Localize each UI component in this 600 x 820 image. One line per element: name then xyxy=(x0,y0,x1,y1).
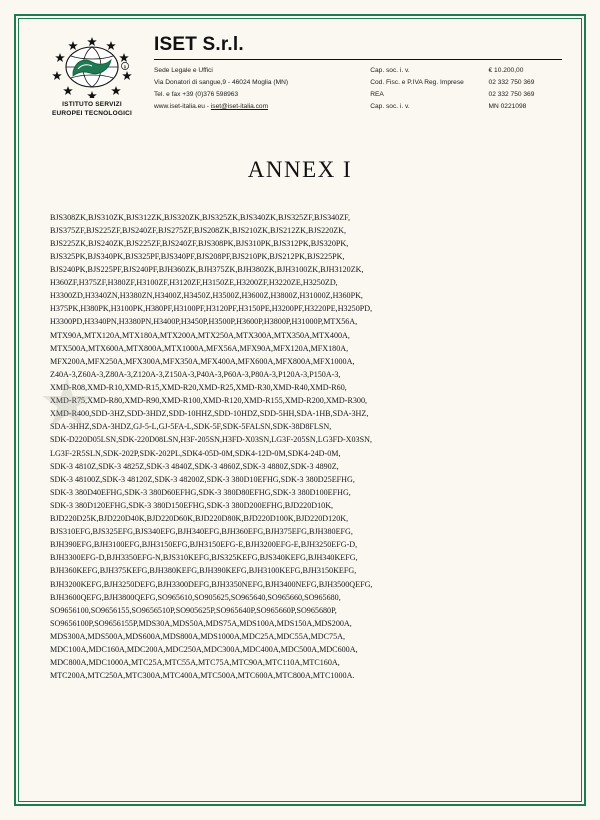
code-line: SO9656100,SO9656155,SO9656510P,SO905625P,SO965640P,SO965660P,SO965680P, xyxy=(50,605,337,615)
info-row xyxy=(154,101,562,113)
logo-block xyxy=(38,34,146,119)
info-row xyxy=(154,77,562,89)
info-right: 02 332 750 369 xyxy=(488,90,535,98)
code-line: SDK-3 4810Z,SDK-3 4825Z,SDK-3 4840Z,SDK-3 4860Z,SDK-3 4880Z,SDK-3 4890Z, xyxy=(50,461,339,471)
company-name: ISET S.r.l. xyxy=(154,34,244,55)
code-line: MTC200A,MTC250A,MTC300A,MTC400A,MTC500A,MTC600A,MTC800A,MTC1000A. xyxy=(50,671,355,681)
code-line: BJS310EFG,BJS325EFG,BJS340EFG,BJH340EFG,BJH360EFG,BJH375EFG,BJH380EFG, xyxy=(50,527,353,537)
letterhead xyxy=(26,26,574,119)
code-line: MTX90A,MTX120A,MTX180A,MTX200A,MTX250A,MTX300A,MTX350A,MTX400A, xyxy=(50,330,350,340)
code-line: H3300ZD,H3340ZN,H3380ZN,H3400Z,H3450Z,H3500Z,H3600Z,H3800Z,H31000Z,H360PK, xyxy=(50,291,363,301)
code-line: BJH360KEFG,BJH375KEFG,BJH380KEFG,BJH390KEFG,BJH3100KEFG,BJH3150KEFG, xyxy=(50,566,357,576)
iset-globe-logo xyxy=(49,36,135,98)
code-line: BJS240PK,BJS225PF,BJS240PF,BJH360ZK,BJH375ZK,BJH380ZK,BJH3100ZK,BJH3120ZK, xyxy=(50,264,364,274)
info-left: Tel. e fax +39 (0)376 598963 xyxy=(154,90,239,98)
logo-caption-line1: ISTITUTO SERVIZI xyxy=(62,101,122,108)
info-mid: REA xyxy=(370,90,384,98)
company-info-table xyxy=(154,65,562,113)
page-title: ANNEX I xyxy=(247,156,353,182)
code-line: H375PK,H380PK,H3100PK,H380PF,H3100PF,H3120PF,H3150PE,H3200PF,H3220PE,H3250PD, xyxy=(50,304,373,314)
code-line: XMD-R400,SDD-3HZ,SDD-3HDZ,SDD-10HHZ,SDD-10HDZ,SDD-5HH,SDA-1HB,SDA-3HZ, xyxy=(50,409,369,419)
code-line: MTX500A,MTX600A,MTX800A,MTX1000A,MFX56A,MFX90A,MFX120A,MFX180A, xyxy=(50,343,349,353)
info-left-contact: www.iset-italia.eu - iset@iset-italia.com xyxy=(154,102,269,110)
code-line: BJH3600QEFG,BJH3800QEFG,SO965610,SO905625,SO965640,SO965660,SO965680, xyxy=(50,592,341,602)
code-line: MDC100A,MDC160A,MDC200A,MDC250A,MDC300A,MDC400A,MDC500A,MDC600A, xyxy=(50,645,358,655)
code-line: SO9656100P,SO9656155P,MDS30A,MDS50A,MDS75A,MDS100A,MDS150A,MDS200A, xyxy=(50,618,352,628)
code-line: XMD-R08,XMD-R10,XMD-R15,XMD-R20,XMD-R25,XMD-R30,XMD-R40,XMD-R60, xyxy=(50,382,347,392)
code-line: BJS225ZK,BJS240ZK,BJS225ZF,BJS240ZF,BJS308PK,BJS310PK,BJS312PK,BJS320PK, xyxy=(50,238,349,248)
website-text: www.iset-italia.eu xyxy=(154,102,205,110)
info-mid: Cap. soc. i. v. xyxy=(370,66,410,74)
info-right: 02 332 750 369 xyxy=(488,78,535,86)
info-mid: Cod. Fisc. e P.IVA Reg. Imprese xyxy=(370,78,464,86)
info-left: Sede Legale e Uffici xyxy=(154,66,213,74)
code-line: SDK-3 48100Z,SDK-3 48120Z,SDK-3 48200Z,SDK-3 380D10EFHG,SDK-3 380D25EFHG, xyxy=(50,474,355,484)
info-right: € 10.200,00 xyxy=(488,66,524,74)
code-line: BJD220D25K,BJD220D40K,BJD220D60K,BJD220D80K,BJD220D100K,BJD220D120K, xyxy=(50,514,349,524)
code-line: BJS308ZK,BJS310ZK,BJS312ZK,BJS320ZK,BJS325ZK,BJS340ZK,BJS325ZF,BJS340ZF, xyxy=(50,212,351,222)
svg-text:R: R xyxy=(123,64,127,70)
code-line: MDC800A,MDC1000A,MTC25A,MTC55A,MTC75A,MTC90A,MTC110A,MTC160A, xyxy=(50,658,340,668)
code-line: SDA-3HHZ,SDA-3HDZ,GJ-5-L,GJ-5FA-L,SDK-5F,SDK-5FALSN,SDK-38D8FLSN, xyxy=(50,422,332,432)
code-line: Z40A-3,Z60A-3,Z80A-3,Z120A-3,Z150A-3,P40A-3,P60A-3,P80A-3,P120A-3,P150A-3, xyxy=(50,369,341,379)
code-line: LG3F-2R5SLN,SDK-202P,SDK-202PL,SDK4-05D-0M,SDK4-12D-0M,SDK4-24D-0M, xyxy=(50,448,341,458)
code-line: SDK-3 380D40EFHG,SDK-3 380D60EFHG,SDK-3 380D80EFHG,SDK-3 380D100EFHG, xyxy=(50,487,351,497)
code-line: MFX200A,MFX250A,MFX300A,MFX350A,MFX400A,MFX600A,MFX800A,MFX1000A, xyxy=(50,356,355,366)
info-row xyxy=(154,89,562,101)
info-row xyxy=(154,65,562,77)
code-line: BJH3200KEFG,BJH3250DEFG,BJH3300DEFG,BJH3350NEFG,BJH3400NEFG,BJH3500QEFG, xyxy=(50,579,373,589)
logo-caption xyxy=(38,101,146,119)
page-content xyxy=(26,26,574,794)
code-line: H3300PD,H3340PN,H3380PN,H3400P,H3450P,H3500P,H3600P,H3800P,H31000P,MTX56A, xyxy=(50,317,358,327)
code-line: H360ZF,H375ZF,H380ZF,H3100ZF,H3120ZF,H3150ZE,H3200ZF,H3220ZE,H3250ZD, xyxy=(50,278,338,288)
code-line: SDK-D220D05LSN,SDK-220D08LSN,H3F-205SN,H3FD-X03SN,LG3F-205SN,LG3FD-X03SN, xyxy=(50,435,372,445)
code-line: MDS300A,MDS500A,MDS600A,MDS800A,MDS1000A,MDC25A,MDC55A,MDC75A, xyxy=(50,632,346,642)
code-line: SDK-3 380D120EFHG,SDK-3 380D150EFHG,SDK-3 380D200EFHG,BJD220D10K, xyxy=(50,500,334,510)
code-line: BJS375ZF,BJS225ZF,BJS240ZF,BJS275ZF,BJS208ZK,BJS210ZK,BJS212ZK,BJS220ZK, xyxy=(50,225,347,235)
product-code-list xyxy=(50,211,552,683)
info-left: Via Donatori di sangue,9 - 46024 Moglia (MN) xyxy=(154,78,289,86)
header-divider xyxy=(154,59,562,60)
email-link[interactable]: iset@iset-italia.com xyxy=(210,102,269,110)
annex-body xyxy=(26,211,574,683)
company-block xyxy=(146,34,562,113)
info-mid: Cap. soc. i. v. xyxy=(370,102,410,110)
code-line: BJH3300EFG-D,BJH3350EFG-N,BJS310KEFG,BJS325KEFG,BJS340KEFG,BJH340KEFG, xyxy=(50,553,358,563)
code-line: XMD-R75,XMD-R80,XMD-R90,XMD-R100,XMD-R120,XMD-R155,XMD-R200,XMD-R300, xyxy=(50,396,368,406)
code-line: BJH390EFG,BJH3100EFG,BJH3150EFG,BJH3150EFG-E,BJH3200EFG-E,BJH3250EFG-D, xyxy=(50,540,358,550)
logo-caption-line2: EUROPEI TECNOLOGICI xyxy=(51,109,132,117)
code-line: BJS325PK,BJS340PK,BJS325PF,BJS340PF,BJS208PF,BJS210PK,BJS212PK,BJS225PK, xyxy=(50,251,345,261)
info-right: MN 0221098 xyxy=(488,102,527,110)
